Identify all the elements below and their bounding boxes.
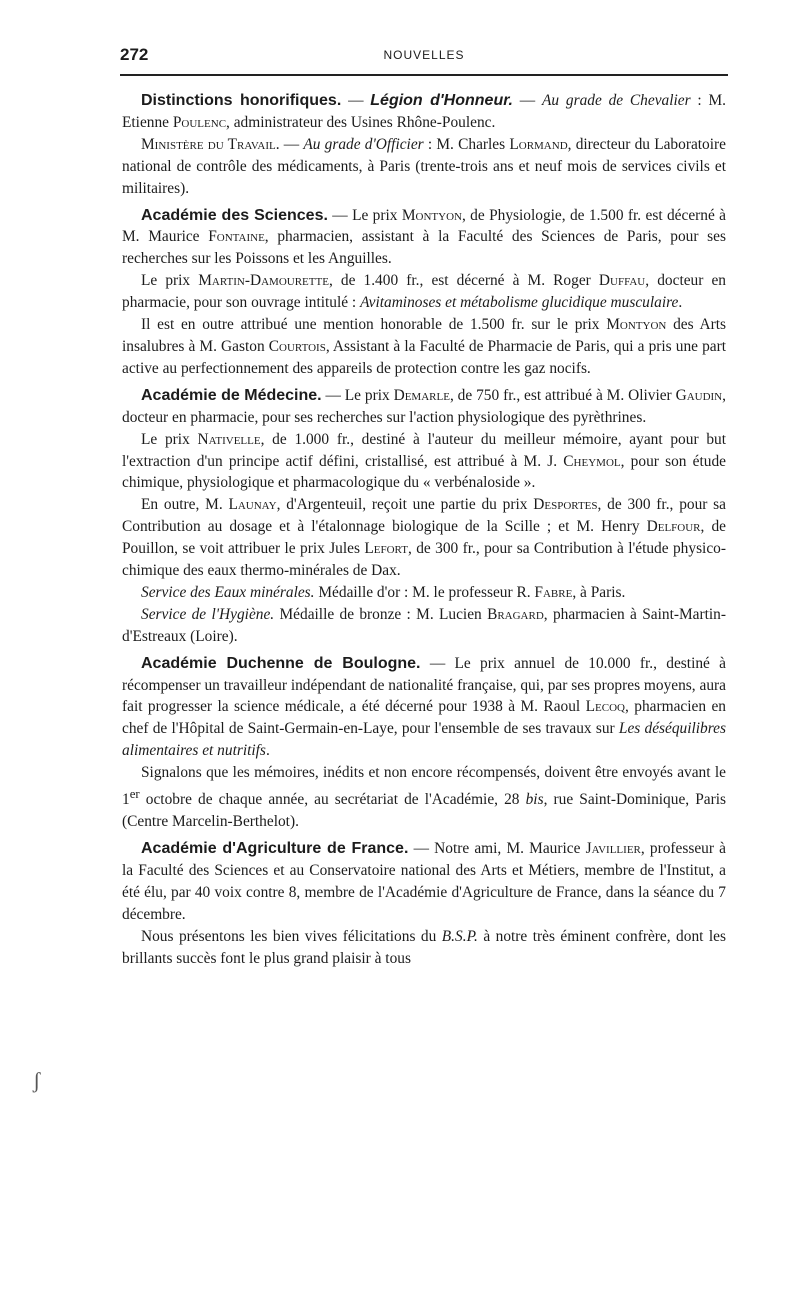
paragraph-academie-agriculture: Académie d'Agriculture de France. — Notre ami, M. Maurice Javillier, professeur à la Faculté des Sciences et au Conservatoire national des Arts et Métiers, membre de l'Institut, a été élu, par 40 voix contre 8, membre de l'Académie d'Agriculture de France, dans la séance du 7 décembre.: [122, 840, 726, 923]
paragraph-felicitations: Nous présentons les bien vives félicitations du B.S.P. à notre très éminent confrère, dont les brillants succès font le plus grand plaisir à tous: [122, 927, 726, 967]
page-number: 272: [120, 45, 149, 64]
paragraph-prix-martin-damourette: Le prix Martin-Damourette, de 1.400 fr., est décerné à M. Roger Duffau, docteur en pharmacie, pour son ouvrage intitulé : Avitaminoses et métabolisme glucidique musculaire.: [122, 272, 726, 312]
paragraph-academie-duchenne: Académie Duchenne de Boulogne. — Le prix annuel de 10.000 fr., destiné à récompenser un travailleur indépendant de nationalité française, qui, par ses propres moyens, aura fait progresser la science médicale, a été décerné pour 1938 à M. Raoul Lecoq, pharmacien en chef de l'Hôpital de Saint-Germain-en-Laye, pour l'ensemble de ses travaux sur Les déséquilibres alimentaires et nutritifs.: [122, 654, 726, 760]
article-body: [122, 90, 726, 969]
paragraph-academie-medecine: Académie de Médecine. — Le prix Demarle, de 750 fr., est attribué à M. Olivier Gaudin, docteur en pharmacie, pour ses recherches sur l'action physiologique des pyrèthrines.: [122, 386, 726, 426]
page-header: [120, 45, 728, 71]
paragraph-prix-nativelle: Le prix Nativelle, de 1.000 fr., destiné à l'auteur du meilleur mémoire, ayant pour but l'extraction d'un principe actif défini, cristallisé, est attribué à M. J. Cheymol, pour son étude chimique, physiologique et pharmacologique du « verbénaloside ».: [122, 430, 726, 492]
paragraph-eaux-minerales: Service des Eaux minérales. Médaille d'or : M. le professeur R. Fabre, à Paris.: [141, 583, 626, 601]
paragraph-legion-honneur: Distinctions honorifiques. — Légion d'Honneur. — Au grade de Chevalier : M. Etienne Poulenc, administrateur des Usines Rhône-Poulenc.: [122, 92, 727, 131]
paragraph-memoires: Signalons que les mémoires, inédits et non encore récompensés, doivent être envoyés avant le 1er octobre de chaque année, au secrétariat de l'Académie, 28 bis, rue Saint-Dominique, Paris (Centre Marcelin-Berthelot).: [122, 764, 726, 831]
running-title: NOUVELLES: [383, 48, 465, 62]
paragraph-ministere-travail: Ministère du Travail. — Au grade d'Officier : M. Charles Lormand, directeur du Laboratoire national de contrôle des médicaments, à Paris (trente-trois ans et neuf mois de services civils et militaires).: [122, 135, 726, 197]
paragraph-mention-honorable: Il est en outre attribué une mention honorable de 1.500 fr. sur le prix Montyon des Arts insalubres à M. Gaston Courtois, Assistant à la Faculté de Pharmacie de Paris, qui a pris une part active au perfectionnement des appareils de protection contre les gaz nocifs.: [122, 316, 727, 377]
paragraph-academie-sciences: Académie des Sciences. — Le prix Montyon, de Physiologie, de 1.500 fr. est décerné à M. Maurice Fontaine, pharmacien, assistant à la Faculté des Sciences de Paris, pour ses recherches sur les Poissons et les Anguilles.: [122, 206, 727, 268]
header-rule: [120, 74, 728, 76]
paragraph-prix-desportes-lefort: En outre, M. Launay, d'Argenteuil, reçoit une partie du prix Desportes, de 300 fr., pour sa Contribution au dosage et à l'étalonnage biologique de la Scille ; et M. Henry Delfour, de Pouillon, se voit attribuer le prix Jules Lefort, de 300 fr., pour sa Contribution à l'étude physico-chimique des eaux thermo-minérales de Dax.: [122, 496, 727, 580]
margin-mark: ʃ: [33, 1068, 41, 1093]
paragraph-hygiene: Service de l'Hygiène. Médaille de bronze : M. Lucien Bragard, pharmacien à Saint-Martin-d'Estreaux (Loire).: [122, 605, 726, 645]
